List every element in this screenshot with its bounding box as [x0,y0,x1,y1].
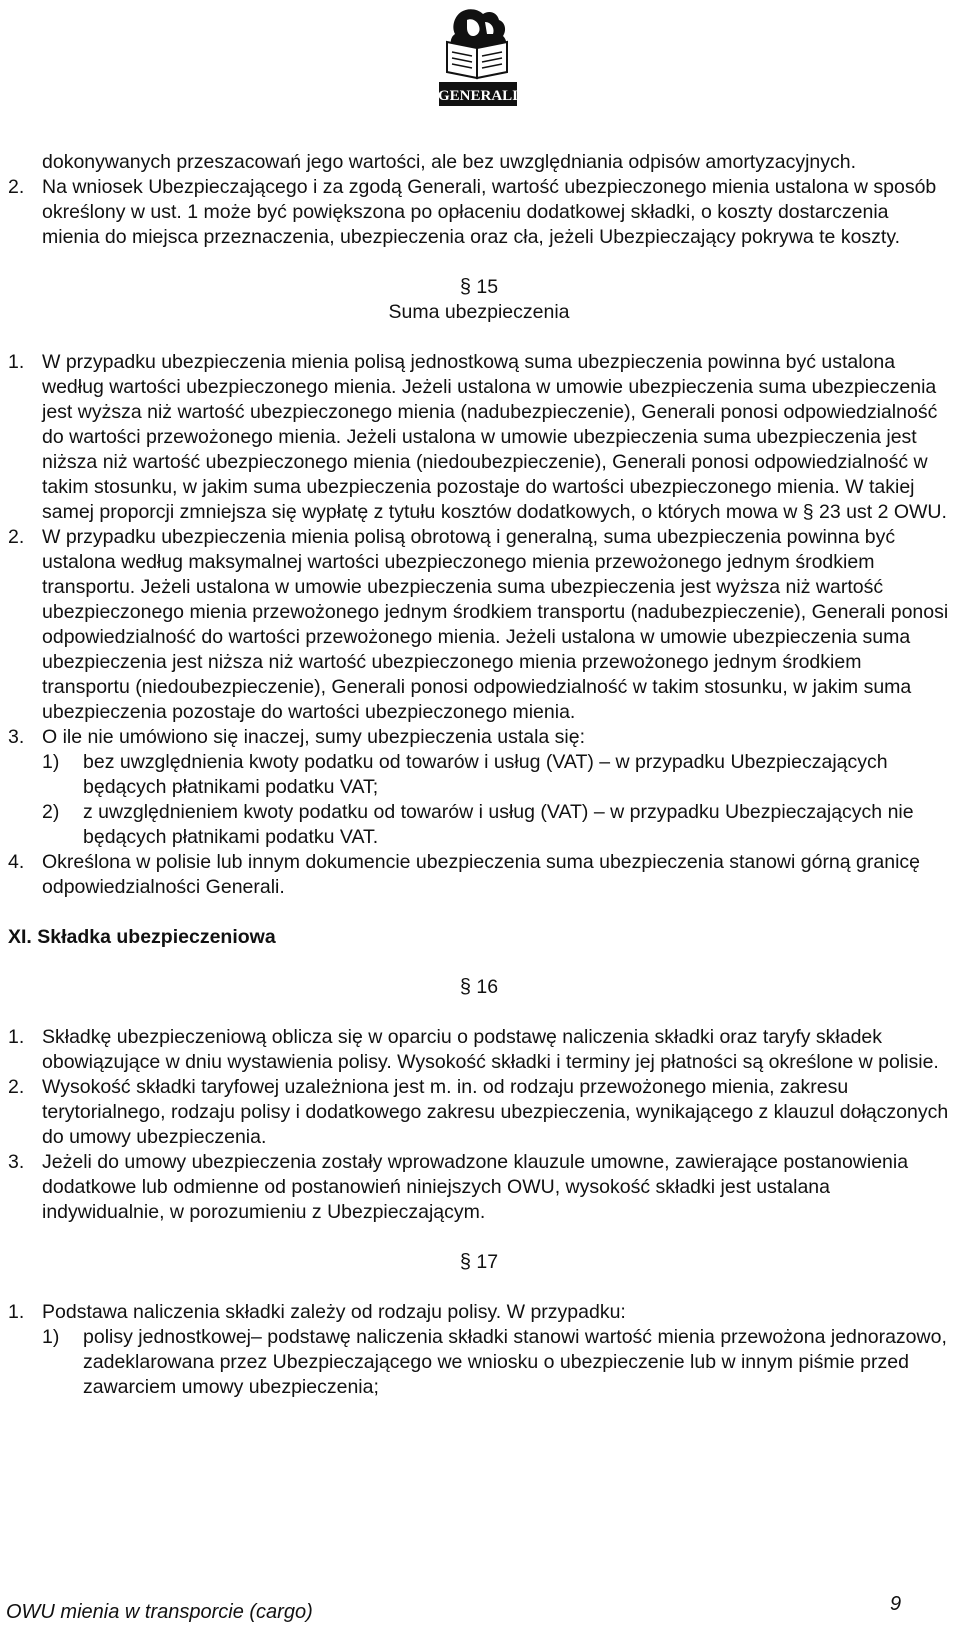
item-text: Podstawa naliczenia składki zależy od rodzaju polisy. W przypadku: [42,1301,626,1323]
item-number: 2. [8,176,25,198]
section-title: XI. Składka ubezpieczeniowa [8,926,276,948]
item-text: W przypadku ubezpieczenia mienia polisą jednostkową suma ubezpieczenia powinna być ustalona według wartości ubezpieczonego mienia. Jeżeli ustalona w umowie ubezpieczenia suma ubezpieczenia jest wyższa niż wartość ubezpieczonego mienia (nadubezpieczenie), Generali ponosi odpowiedzialność do wartości przewożonego mienia. Jeżeli ustalona w umowie ubezpieczenia suma ubezpieczenia jest niższa niż wartość ubezpieczonego mienia (niedoubezpieczenie), Generali ponosi odpowiedzialność w takim stosunku, w jakim suma ubezpieczenia pozostaje do wartości ubezpieczonego mienia. W takiej samej proporcji zmniejsza się wypłatę z tytułu kosztów dodatkowych, o których mowa w § 23 ust 2 OWU. [42,351,947,523]
item-text: W przypadku ubezpieczenia mienia polisą obrotową i generalną, suma ubezpieczenia powinna być ustalona według maksymalnej wartości ubezpieczonego mienia przewożonego jednym środkiem transportu. Jeżeli ustalona w umowie ubezpieczenia suma ubezpieczenia jest wyższa niż wartość ubezpieczonego mienia przewożonego jednym środkiem transportu (nadubezpieczenie), Generali ponosi odpowiedzialność do wartości przewożonego mienia. Jeżeli ustalona w umowie ubezpieczenia suma ubezpieczenia jest niższa niż wartość ubezpieczonego mienia przewożonego jednym środkiem transportu (niedoubezpieczenie), Generali ponosi odpowiedzialność w takim stosunku, w jakim suma ubezpieczenia pozostaje do wartości ubezpieczonego mienia. [42,526,949,723]
item-text: Określona w polisie lub innym dokumencie ubezpieczenia suma ubezpieczenia stanowi górną granicę odpowiedzialności Generali. [42,851,920,898]
item-text: Jeżeli do umowy ubezpieczenia zostały wprowadzone klauzule umowne, zawierające postanowienia dodatkowe lub odmienne od postanowień niniejszych OWU, wysokość składki jest ustalana indywidualnie, w porozumieniu z Ubezpieczającym. [42,1151,909,1223]
list-item [8,1150,950,1225]
paragraph-number: 16 [476,976,499,998]
sub-item-text: z uwzględnieniem kwoty podatku od towarów i usług (VAT) – w przypadku Ubezpieczających nie będących płatnikami podatku VAT. [83,801,914,848]
item-text: Składkę ubezpieczeniową oblicza się w oparciu o podstawę naliczenia składki oraz taryfy składek obowiązujące w dniu wystawienia polisy. Wysokość składki i terminy jej płatności są określone w polisie. [42,1026,939,1073]
list-item [8,725,950,750]
sub-list-item [8,1325,950,1400]
paragraph-heading-16 [8,975,950,1000]
paragraph-title: Suma ubezpieczenia [388,301,570,323]
generali-logo [437,8,519,106]
item-text: Na wniosek Ubezpieczającego i za zgodą Generali, wartość ubezpieczonego mienia ustalona w sposób określony w ust. 1 może być powiększona po opłaceniu dodatkowej składki, o koszty dostarczenia mienia do miejsca przeznaczenia, ubezpieczenia oraz cła, jeżeli Ubezpieczający pokrywa te koszty. [42,176,937,248]
paragraph-heading-15 [8,275,950,300]
section-sign: § [459,276,471,298]
list-item [8,850,950,900]
logo-text: GENERALI [437,88,519,104]
sub-item-number: 2) [42,801,60,823]
sub-item-number: 1) [42,751,60,773]
item-text: O ile nie umówiono się inaczej, sumy ubezpieczenia ustala się: [42,726,586,748]
list-item [8,350,950,525]
list-item [8,1075,950,1150]
continuation-text: dokonywanych przeszacowań jego wartości, ale bez uwzględniania odpisów amortyzacyjnych. [42,151,857,173]
paragraph-heading-17 [8,1250,950,1275]
item-number: 1. [8,1301,25,1323]
item-number: 3. [8,726,25,748]
section-sign: § [459,976,471,998]
list-item [8,175,950,250]
document-body [8,150,950,1400]
paragraph-number: 15 [476,276,499,298]
list-item [8,525,950,725]
item-number: 2. [8,1076,25,1098]
sub-item-text: bez uwzględnienia kwoty podatku od towarów i usług (VAT) – w przypadku Ubezpieczających będących płatnikami podatku VAT; [83,751,888,798]
item-number: 2. [8,526,25,548]
section-sign: § [459,1251,471,1273]
footer-document-title: OWU mienia w transporcie (cargo) [6,1601,313,1623]
page-number: 9 [890,1593,902,1615]
sub-item-number: 1) [42,1326,60,1348]
sub-list-item [8,800,950,850]
paragraph-number: 17 [476,1251,499,1273]
item-number: 1. [8,351,25,373]
item-number: 3. [8,1151,25,1173]
sub-item-text: polisy jednostkowej– podstawę naliczenia składki stanowi wartość mienia przewożona jednorazowo, zadeklarowana przez Ubezpieczającego we wniosku o ubezpieczenie lub w innym piśmie przed zawarciem umowy ubezpieczenia; [83,1326,947,1398]
item-number: 1. [8,1026,25,1048]
item-number: 4. [8,851,25,873]
list-item [8,1300,950,1325]
item-text: Wysokość składki taryfowej uzależniona jest m. in. od rodzaju przewożonego mienia, zakresu terytorialnego, rodzaju polisy i dodatkowego zakresu ubezpieczenia, wynikającego z klauzul dołączonych do umowy ubezpieczenia. [42,1076,949,1148]
sub-list-item [8,750,950,800]
list-item [8,1025,950,1075]
